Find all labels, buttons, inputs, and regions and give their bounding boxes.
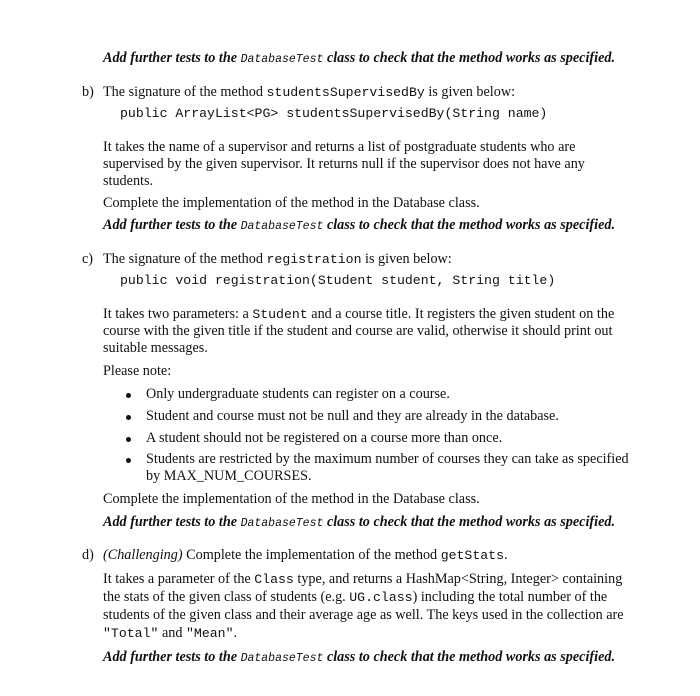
part-a-tests-note xyxy=(103,49,615,69)
part-d-desc-line-3: students of the given class and their average age as well. The keys used in the collection are xyxy=(103,607,624,623)
class-name-code: DatabaseTest xyxy=(240,53,324,66)
part-b-marker: b) xyxy=(82,84,94,100)
desc-text: It takes a parameter of the xyxy=(103,571,255,587)
desc-text: and xyxy=(158,625,186,641)
part-d-heading xyxy=(103,546,508,565)
desc-text: the stats of the given class of students (e.g. xyxy=(103,589,350,605)
key-total-code: "Total" xyxy=(103,626,159,641)
bullet-icon xyxy=(126,437,131,442)
part-b-tests-note xyxy=(103,216,615,236)
tests-note-text: class to check that the method works as specified. xyxy=(323,649,616,665)
part-c-marker: c) xyxy=(82,251,94,267)
challenging-label: (Challenging) xyxy=(103,547,183,563)
part-c-signature: public void registration(Student student, String title) xyxy=(120,273,556,288)
type-name-code: Class xyxy=(254,572,294,587)
part-d-desc-line-2 xyxy=(103,588,607,607)
class-name-code: DatabaseTest xyxy=(240,220,324,233)
desc-text: type, and returns a HashMap<String, Integer> containing xyxy=(293,571,623,587)
part-d-tests-note xyxy=(103,648,615,668)
heading-text: The signature of the method xyxy=(103,251,267,267)
part-c-bullet-3: A student should not be registered on a course more than once. xyxy=(146,430,503,446)
part-c-bullet-1: Only undergraduate students can register on a course. xyxy=(146,386,450,402)
heading-text: is given below: xyxy=(361,251,452,267)
tests-note-text: class to check that the method works as specified. xyxy=(323,217,616,233)
tests-note-text: Add further tests to the xyxy=(103,217,241,233)
key-mean-code: "Mean" xyxy=(186,626,234,641)
part-c-bullet-4-cont: by MAX_NUM_COURSES. xyxy=(146,468,312,484)
part-c-complete: Complete the implementation of the method in the Database class. xyxy=(103,491,480,507)
desc-text: . xyxy=(233,625,238,641)
tests-note-text: Add further tests to the xyxy=(103,649,241,665)
tests-note-text: Add further tests to the xyxy=(103,514,241,530)
part-d-desc-line-1 xyxy=(103,570,622,589)
tests-note-text: class to check that the method works as specified. xyxy=(323,514,616,530)
bullet-icon xyxy=(126,393,131,398)
method-name-code: getStats xyxy=(440,548,504,563)
class-literal-code: UG.class xyxy=(349,590,413,605)
tests-note-text: class to check that the method works as specified. xyxy=(323,50,616,66)
heading-text: Complete the implementation of the method xyxy=(182,547,441,563)
heading-text: . xyxy=(504,547,508,563)
part-b-complete: Complete the implementation of the method in the Database class. xyxy=(103,195,480,211)
part-b-desc-line-1: It takes the name of a supervisor and returns a list of postgraduate students who are xyxy=(103,139,576,155)
part-c-note-label: Please note: xyxy=(103,363,172,379)
part-c-bullet-4: Students are restricted by the maximum number of courses they can take as specified xyxy=(146,451,629,467)
part-b-desc-line-2: supervised by the given supervisor. It returns null if the supervisor does not have any xyxy=(103,156,585,172)
part-c-bullet-2: Student and course must not be null and they are already in the database. xyxy=(146,408,559,424)
part-c-desc-line-3: suitable messages. xyxy=(103,340,208,356)
type-name-code: Student xyxy=(252,307,308,322)
part-b-desc-line-3: students. xyxy=(103,173,154,189)
desc-text: It takes two parameters: a xyxy=(103,306,253,322)
bullet-icon xyxy=(126,458,131,463)
part-b-heading xyxy=(103,83,515,102)
part-c-desc-line-2: course with the given title if the student and course are valid, otherwise it should print out xyxy=(103,323,613,339)
part-c-heading xyxy=(103,250,452,269)
bullet-icon xyxy=(126,415,131,420)
class-name-code: DatabaseTest xyxy=(240,517,324,530)
part-d-desc-line-4 xyxy=(103,624,237,643)
method-name-code: registration xyxy=(266,252,362,267)
desc-text: ) including the total number of the xyxy=(412,589,608,605)
method-name-code: studentsSupervisedBy xyxy=(266,85,425,100)
part-b-signature: public ArrayList<PG> studentsSupervisedBy(String name) xyxy=(120,106,548,121)
desc-text: and a course title. It registers the given student on the xyxy=(307,306,615,322)
heading-text: The signature of the method xyxy=(103,84,267,100)
part-c-tests-note xyxy=(103,513,615,533)
heading-text: is given below: xyxy=(424,84,516,100)
tests-note-text: Add further tests to the xyxy=(103,50,241,66)
class-name-code: DatabaseTest xyxy=(240,652,324,665)
part-d-marker: d) xyxy=(82,547,94,563)
